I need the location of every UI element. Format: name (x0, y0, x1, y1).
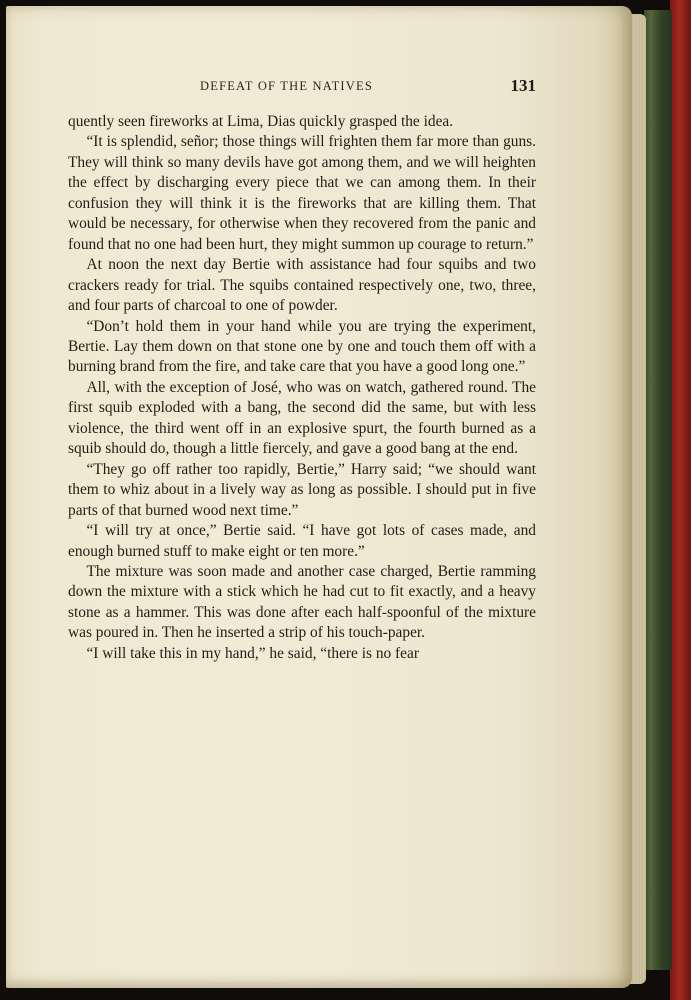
book-cover-edge (670, 0, 691, 1000)
paragraph: “Don’t hold them in your hand while you are trying the experiment, Bertie. Lay them down on that stone one by one and touch them off with a burning brand from the fire, and take care that you have a good long one.” (68, 317, 536, 376)
page-number: 131 (510, 76, 536, 95)
paragraph: The mixture was soon made and another case charged, Bertie ramming down the mixture with a stick which he had cut to fit exactly, and a heavy stone as a hammer. This was done after each half-spoonful of the mixture was poured in. Then he inserted a strip of his touch-paper. (68, 562, 536, 642)
running-head: DEFEAT OF THE NATIVES (200, 79, 374, 93)
book-spine (644, 10, 672, 970)
paragraph: At noon the next day Bertie with assistance had four squibs and two crackers ready for trial. The squibs contained respectively one, two, three, and four parts of charcoal to one of powder. (68, 256, 536, 315)
page-header (62, 76, 536, 98)
paragraph: “It is splendid, señor; those things will frighten them far more than guns. They will think so many devils have got among them, and we will heighten the effect by discharging every piece that we can among them. In their confusion they will think it is the fireworks that are killing them. That would be necessary, for otherwise when they recovered from the panic and found that no one had been hurt, they might summon up courage to return.” (68, 133, 536, 253)
paragraph: quently seen fireworks at Lima, Dias quickly grasped the idea. (68, 113, 454, 130)
paragraph: “I will try at once,” Bertie said. “I have got lots of cases made, and enough burned stuff to make eight or ten more.” (68, 522, 536, 560)
paragraph: “They go off rather too rapidly, Bertie,” Harry said; “we should want them to whiz about in a lively way as long as possible. I should put in five parts of that burned wood next time.” (68, 460, 536, 519)
paragraph: All, with the exception of José, who was on watch, gathered round. The first squib exploded with a bang, the second did the same, but with less violence, the third went off in an explosive spurt, the fourth burned as a squib should do, though a little fiercely, and gave a good bang at the end. (68, 378, 536, 458)
body-text (68, 112, 536, 664)
paragraph: “I will take this in my hand,” he said, “there is no fear (86, 644, 419, 662)
